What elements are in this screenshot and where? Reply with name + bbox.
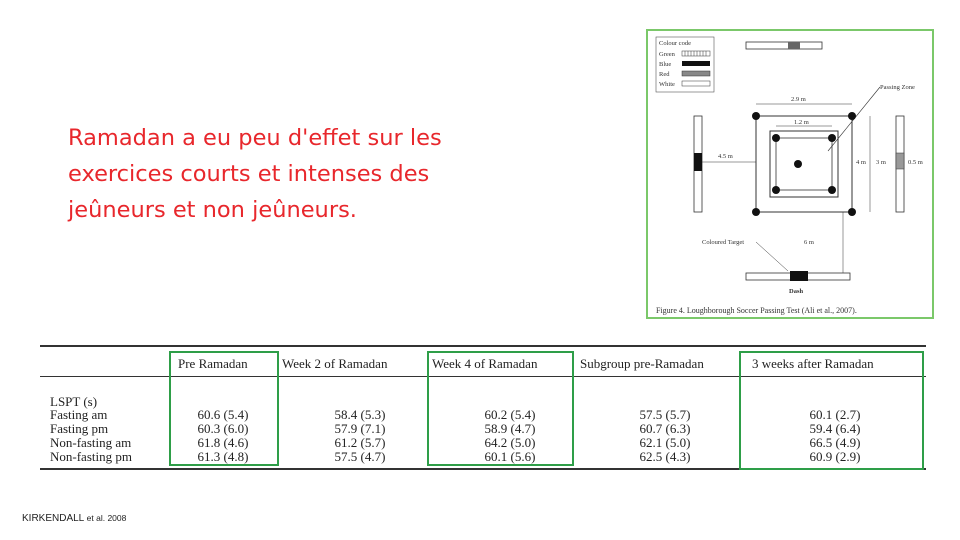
text-line-3: jeûneurs et non jeûneurs. (68, 197, 357, 223)
citation-credit (22, 513, 126, 524)
highlight-pre-ramadan (169, 351, 279, 466)
cell-r4-c2: 57.5 (4.7) (334, 449, 386, 464)
coloured-target-label: Coloured Target (702, 239, 745, 246)
dash-label: Dash (789, 288, 804, 295)
results-table (40, 340, 930, 475)
top-bench-target (788, 42, 800, 49)
cell-r1-c1: 60.6 (5.4) (197, 407, 249, 422)
lspt-diagram (648, 31, 936, 321)
cell-r4-c1: 61.3 (4.8) (197, 449, 249, 464)
dim-6: 6 m (804, 239, 814, 246)
cell-r3-c2: 61.2 (5.7) (334, 435, 386, 450)
credit-etal: et al. 2008 (86, 513, 127, 523)
text-line-2: exercices courts et intenses des (68, 161, 430, 187)
cell-r2-c4: 60.7 (6.3) (639, 421, 691, 436)
legend-swatch-blue (682, 61, 710, 66)
col-header-3-weeks-after: 3 weeks after Ramadan (752, 356, 874, 371)
dim-4-5: 4.5 m (718, 153, 733, 160)
right-bench-target (896, 153, 904, 169)
left-bench-target (694, 153, 702, 171)
dim-1-2: 1.2 m (794, 119, 809, 126)
cell-r1-c2: 58.4 (5.3) (334, 407, 386, 422)
cell-r4-c3: 60.1 (5.6) (484, 449, 536, 464)
cell-r3-c3: 64.2 (5.0) (484, 435, 536, 450)
bottom-bench-target (790, 271, 808, 281)
passing-zone-label: Passing Zone (880, 84, 915, 91)
table-top-rule (40, 345, 926, 347)
cell-r4-c4: 62.5 (4.3) (639, 449, 691, 464)
col-header-week-2: Week 2 of Ramadan (282, 356, 388, 371)
col-header-subgroup: Subgroup pre-Ramadan (580, 356, 704, 371)
dim-4: 4 m (856, 159, 866, 166)
legend-red: Red (659, 71, 670, 78)
legend-green: Green (659, 51, 675, 58)
cell-r1-c5: 60.1 (2.7) (809, 407, 861, 422)
slide-body-text (68, 120, 538, 228)
cell-r1-c4: 57.5 (5.7) (639, 407, 691, 422)
cell-r4-c5: 60.9 (2.9) (809, 449, 861, 464)
row-label-nonfasting-pm: Non-fasting pm (50, 449, 132, 464)
col-header-pre-ramadan: Pre Ramadan (178, 356, 248, 371)
top-bench (746, 42, 822, 49)
highlight-week-4 (427, 351, 574, 466)
cell-r1-c3: 60.2 (5.4) (484, 407, 536, 422)
cell-r3-c1: 61.8 (4.6) (197, 435, 249, 450)
dim-3: 3 m (876, 159, 886, 166)
legend-title: Colour code (659, 40, 691, 47)
lspt-figure (646, 29, 934, 319)
legend-white: White (659, 81, 675, 88)
row-label-fasting-pm: Fasting pm (50, 421, 109, 436)
legend-swatch-red (682, 71, 710, 76)
cell-r3-c5: 66.5 (4.9) (809, 435, 861, 450)
section-label: LSPT (s) (50, 394, 98, 409)
row-label-nonfasting-am: Non-fasting am (50, 435, 132, 450)
credit-author: KIRKENDALL (22, 513, 84, 524)
inner-square (776, 138, 832, 190)
legend-blue: Blue (659, 61, 672, 68)
figure-caption: Figure 4. Loughborough Soccer Passing Test (Ali et al., 2007). (656, 306, 857, 315)
dim-2-9: 2.9 m (791, 96, 806, 103)
text-line-1: Ramadan a eu peu d'effet sur les (68, 125, 442, 151)
cell-r2-c3: 58.9 (4.7) (484, 421, 536, 436)
legend-swatch-white (682, 81, 710, 86)
middle-square (770, 131, 838, 197)
row-label-fasting-am: Fasting am (50, 407, 108, 422)
cell-r2-c5: 59.4 (6.4) (809, 421, 861, 436)
cell-r2-c1: 60.3 (6.0) (197, 421, 249, 436)
col-header-week-4: Week 4 of Ramadan (432, 356, 538, 371)
dim-0-5: 0.5 m (908, 159, 923, 166)
cell-r3-c4: 62.1 (5.0) (639, 435, 691, 450)
cell-r2-c2: 57.9 (7.1) (334, 421, 386, 436)
highlight-3-weeks-after (739, 351, 924, 470)
